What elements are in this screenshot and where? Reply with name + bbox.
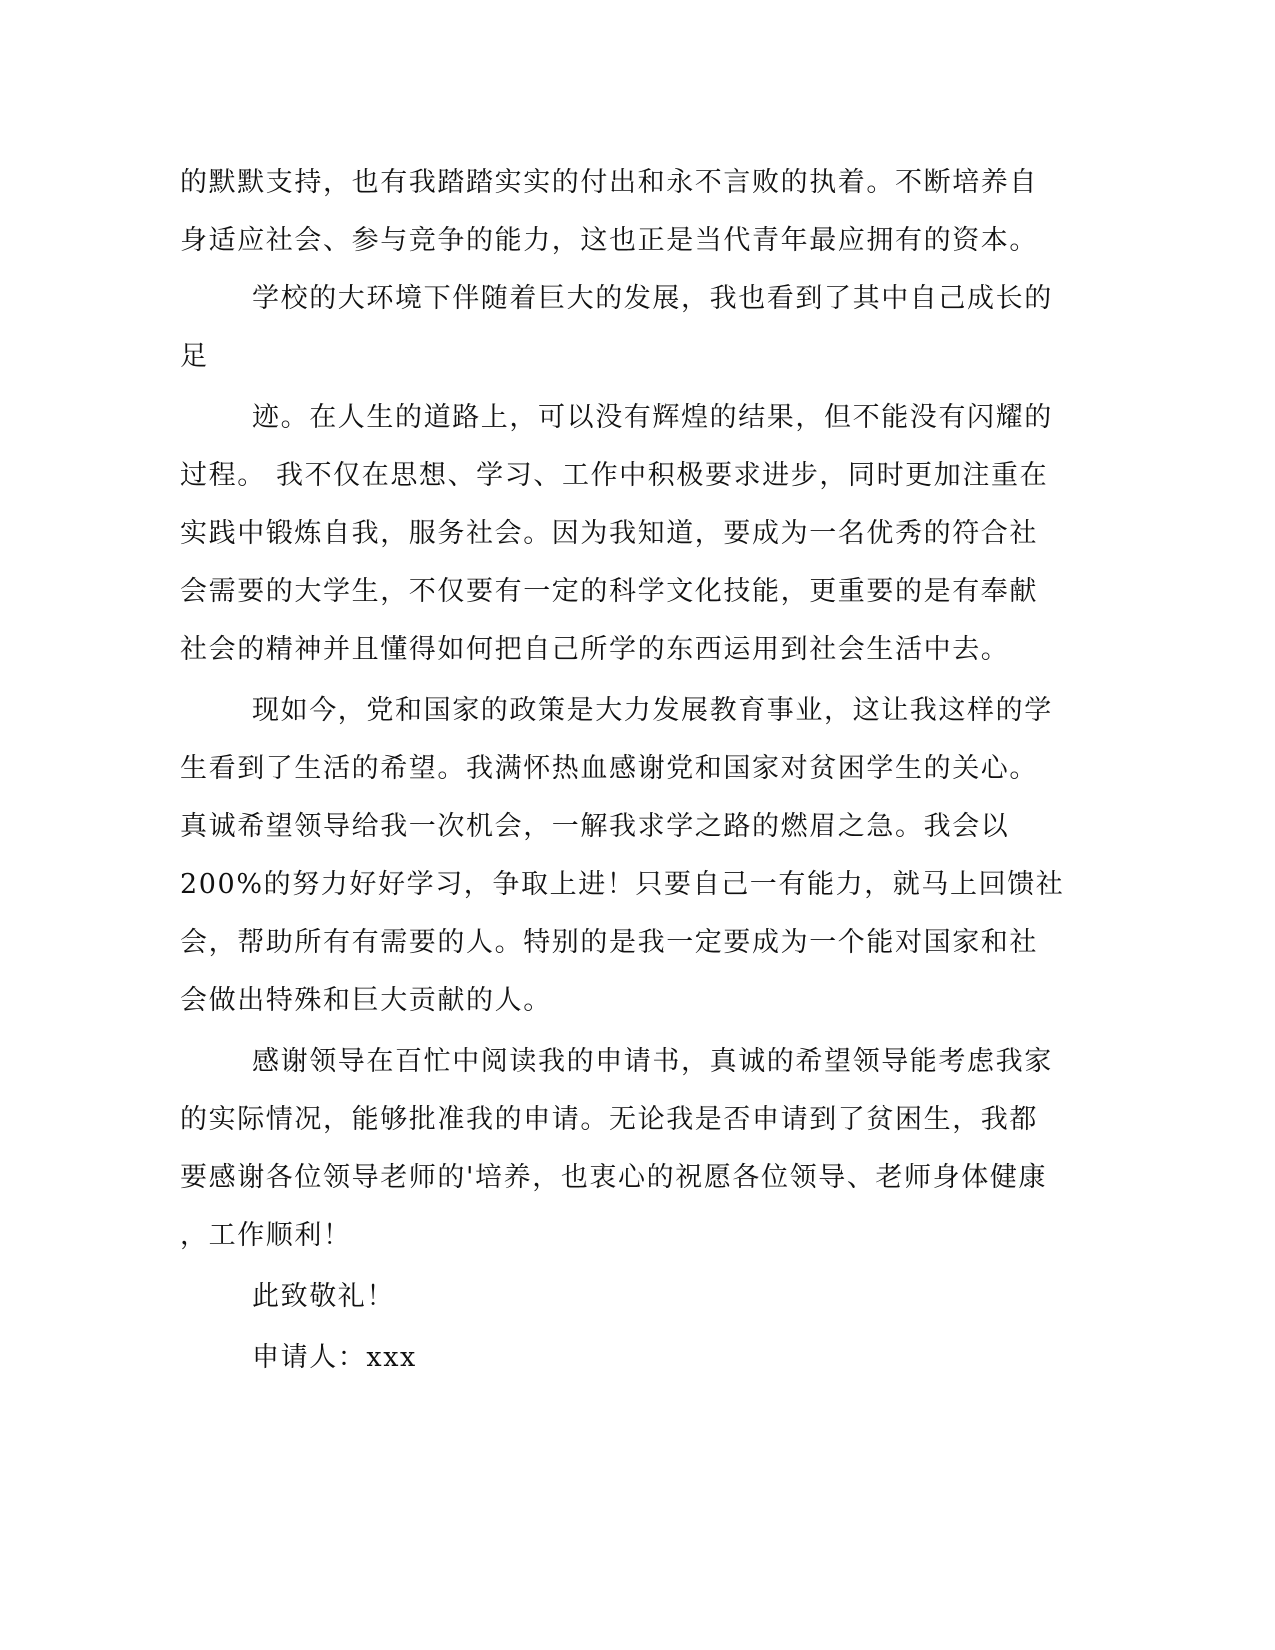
text-line: 要感谢各位领导老师的'培养，也衷心的祝愿各位领导、老师身体健康	[180, 1162, 1048, 1193]
text-line: 会需要的大学生，不仅要有一定的科学文化技能，更重要的是有奉献	[180, 576, 1038, 607]
paragraph-start-line: 迹。在人生的道路上，可以没有辉煌的结果，但不能没有闪耀的	[252, 402, 1053, 433]
text-line: 会做出特殊和巨大贡献的人。	[180, 985, 552, 1016]
text-line: 会，帮助所有有需要的人。特别的是我一定要成为一个能对国家和社	[180, 927, 1038, 958]
text-line: ，工作顺利！	[180, 1220, 352, 1251]
text-line: 足	[180, 341, 209, 372]
text-line: 真诚希望领导给我一次机会，一解我求学之路的燃眉之急。我会以	[180, 811, 1010, 842]
paragraph-start-line: 现如今，党和国家的政策是大力发展教育事业，这让我这样的学	[252, 695, 1053, 726]
text-line: 社会的精神并且懂得如何把自己所学的东西运用到社会生活中去。	[180, 634, 1010, 665]
paragraph-start-line: 学校的大环境下伴随着巨大的发展，我也看到了其中自己成长的	[252, 283, 1053, 314]
text-line: 的默默支持，也有我踏踏实实的付出和永不言败的执着。不断培养自	[180, 167, 1038, 198]
closing-salutation: 此致敬礼！	[252, 1281, 395, 1312]
text-line: 过程。 我不仅在思想、学习、工作中积极要求进步，同时更加注重在	[180, 460, 1049, 491]
paragraph-start-line: 感谢领导在百忙中阅读我的申请书，真诚的希望领导能考虑我家	[252, 1046, 1053, 1077]
text-line: 200%的努力好好学习，争取上进！只要自己一有能力，就马上回馈社	[180, 869, 1065, 900]
applicant-signature: 申请人：xxx	[252, 1342, 417, 1373]
text-line: 实践中锻炼自我，服务社会。因为我知道，要成为一名优秀的符合社	[180, 518, 1038, 549]
text-line: 生看到了生活的希望。我满怀热血感谢党和国家对贫困学生的关心。	[180, 753, 1038, 784]
text-line: 身适应社会、参与竞争的能力，这也正是当代青年最应拥有的资本。	[180, 225, 1038, 256]
text-line: 的实际情况，能够批准我的申请。无论我是否申请到了贫困生，我都	[180, 1104, 1038, 1135]
